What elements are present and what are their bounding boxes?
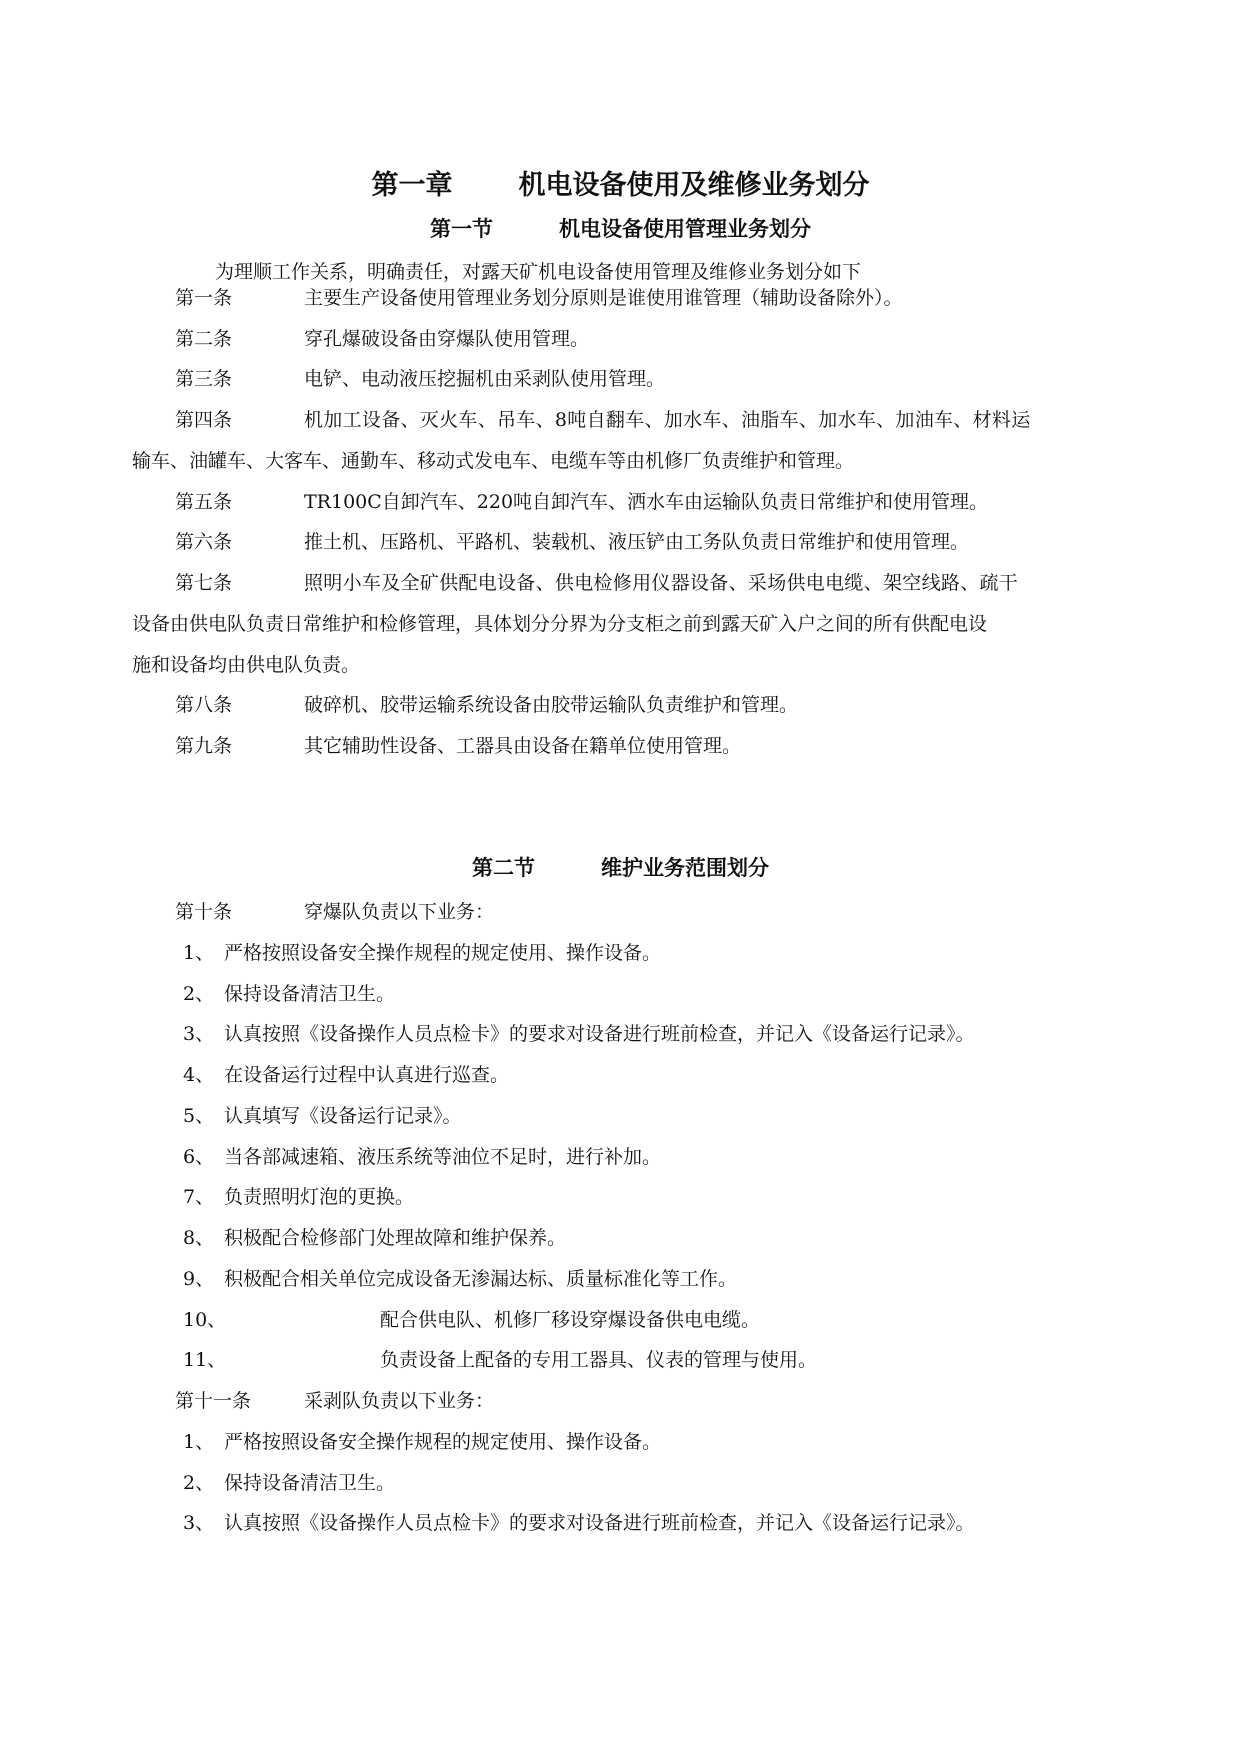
article-text: 采剥队负责以下业务： bbox=[304, 1390, 495, 1412]
list-item-number: 10、 bbox=[183, 1309, 227, 1331]
list-item-number: 7、 bbox=[183, 1186, 215, 1208]
section-title bbox=[0, 852, 1241, 882]
article-label: 第八条 bbox=[175, 694, 233, 716]
chapter-title bbox=[0, 163, 1241, 202]
list-item-number: 1、 bbox=[183, 942, 215, 964]
chapter-number: 第一章 bbox=[371, 170, 453, 201]
article-text: 其它辅助性设备、工器具由设备在籍单位使用管理。 bbox=[304, 735, 742, 757]
list-item-text: 在设备运行过程中认真进行巡查。 bbox=[224, 1064, 510, 1086]
article-text-continued: 施和设备均由供电队负责。 bbox=[132, 654, 361, 676]
article-label: 第七条 bbox=[175, 572, 233, 594]
list-item-text: 保持设备清洁卫生。 bbox=[224, 983, 396, 1005]
article-text: 电铲、电动液压挖掘机由采剥队使用管理。 bbox=[304, 368, 666, 390]
list-item-number: 11、 bbox=[183, 1349, 227, 1371]
article-text: 机加工设备、灭火车、吊车、8吨自翻车、加水车、油脂车、加水车、加油车、材料运 bbox=[304, 409, 1031, 431]
list-item-text: 认真按照《设备操作人员点检卡》的要求对设备进行班前检查，并记入《设备运行记录》。 bbox=[224, 1023, 975, 1045]
article-label: 第五条 bbox=[175, 491, 233, 513]
section-title bbox=[0, 213, 1241, 243]
section-number: 第二节 bbox=[472, 856, 535, 880]
list-item-text: 严格按照设备安全操作规程的规定使用、操作设备。 bbox=[224, 942, 662, 964]
list-item-number: 2、 bbox=[183, 983, 215, 1005]
list-item-text: 认真填写《设备运行记录》。 bbox=[224, 1105, 462, 1127]
article-label: 第四条 bbox=[175, 409, 233, 431]
article-text: 推土机、压路机、平路机、装载机、液压铲由工务队负责日常维护和使用管理。 bbox=[304, 531, 970, 553]
list-item-text: 当各部减速箱、液压系统等油位不足时，进行补加。 bbox=[224, 1146, 662, 1168]
list-item-number: 5、 bbox=[183, 1105, 215, 1127]
article-text: 穿孔爆破设备由穿爆队使用管理。 bbox=[304, 328, 590, 350]
list-item-number: 3、 bbox=[183, 1512, 215, 1534]
article-text: TR100C自卸汽车、220吨自卸汽车、洒水车由运输队负责日常维护和使用管理。 bbox=[304, 491, 989, 513]
list-item-text: 负责设备上配备的专用工器具、仪表的管理与使用。 bbox=[380, 1349, 818, 1371]
article-text-continued: 设备由供电队负责日常维护和检修管理，具体划分分界为分支柜之前到露天矿入户之间的所有供配电设 bbox=[132, 613, 988, 635]
article-label: 第十条 bbox=[175, 901, 233, 923]
article-label: 第三条 bbox=[175, 368, 233, 390]
section-name: 机电设备使用管理业务划分 bbox=[559, 217, 811, 241]
article-text: 破碎机、胶带运输系统设备由胶带运输队负责维护和管理。 bbox=[304, 694, 799, 716]
list-item-text: 保持设备清洁卫生。 bbox=[224, 1472, 396, 1494]
list-item-number: 9、 bbox=[183, 1268, 215, 1290]
article-label: 第二条 bbox=[175, 328, 233, 350]
list-item-number: 1、 bbox=[183, 1431, 215, 1453]
list-item-text: 积极配合检修部门处理故障和维护保养。 bbox=[224, 1227, 567, 1249]
article-label: 第六条 bbox=[175, 531, 233, 553]
list-item-number: 8、 bbox=[183, 1227, 215, 1249]
list-item-text: 认真按照《设备操作人员点检卡》的要求对设备进行班前检查，并记入《设备运行记录》。 bbox=[224, 1512, 975, 1534]
list-item-text: 积极配合相关单位完成设备无渗漏达标、质量标准化等工作。 bbox=[224, 1268, 738, 1290]
article-text: 主要生产设备使用管理业务划分原则是谁使用谁管理（辅助设备除外）。 bbox=[304, 287, 903, 309]
intro-paragraph: 为理顺工作关系，明确责任，对露天矿机电设备使用管理及维修业务划分如下 bbox=[215, 261, 862, 283]
chapter-name: 机电设备使用及维修业务划分 bbox=[518, 170, 870, 201]
section-name: 维护业务范围划分 bbox=[601, 856, 769, 880]
article-label: 第十一条 bbox=[175, 1390, 252, 1412]
list-item-text: 严格按照设备安全操作规程的规定使用、操作设备。 bbox=[224, 1431, 662, 1453]
article-label: 第九条 bbox=[175, 735, 233, 757]
list-item-number: 2、 bbox=[183, 1472, 215, 1494]
list-item-number: 4、 bbox=[183, 1064, 215, 1086]
article-text: 穿爆队负责以下业务： bbox=[304, 901, 495, 923]
list-item-text: 配合供电队、机修厂移设穿爆设备供电电缆。 bbox=[380, 1309, 761, 1331]
article-text-continued: 输车、油罐车、大客车、通勤车、移动式发电车、电缆车等由机修厂负责维护和管理。 bbox=[132, 450, 855, 472]
list-item-text: 负责照明灯泡的更换。 bbox=[224, 1186, 415, 1208]
article-text: 照明小车及全矿供配电设备、供电检修用仪器设备、采场供电电缆、架空线路、疏干 bbox=[304, 572, 1019, 594]
list-item-number: 6、 bbox=[183, 1146, 215, 1168]
list-item-number: 3、 bbox=[183, 1023, 215, 1045]
section-number: 第一节 bbox=[430, 217, 493, 241]
article-label: 第一条 bbox=[175, 287, 233, 309]
